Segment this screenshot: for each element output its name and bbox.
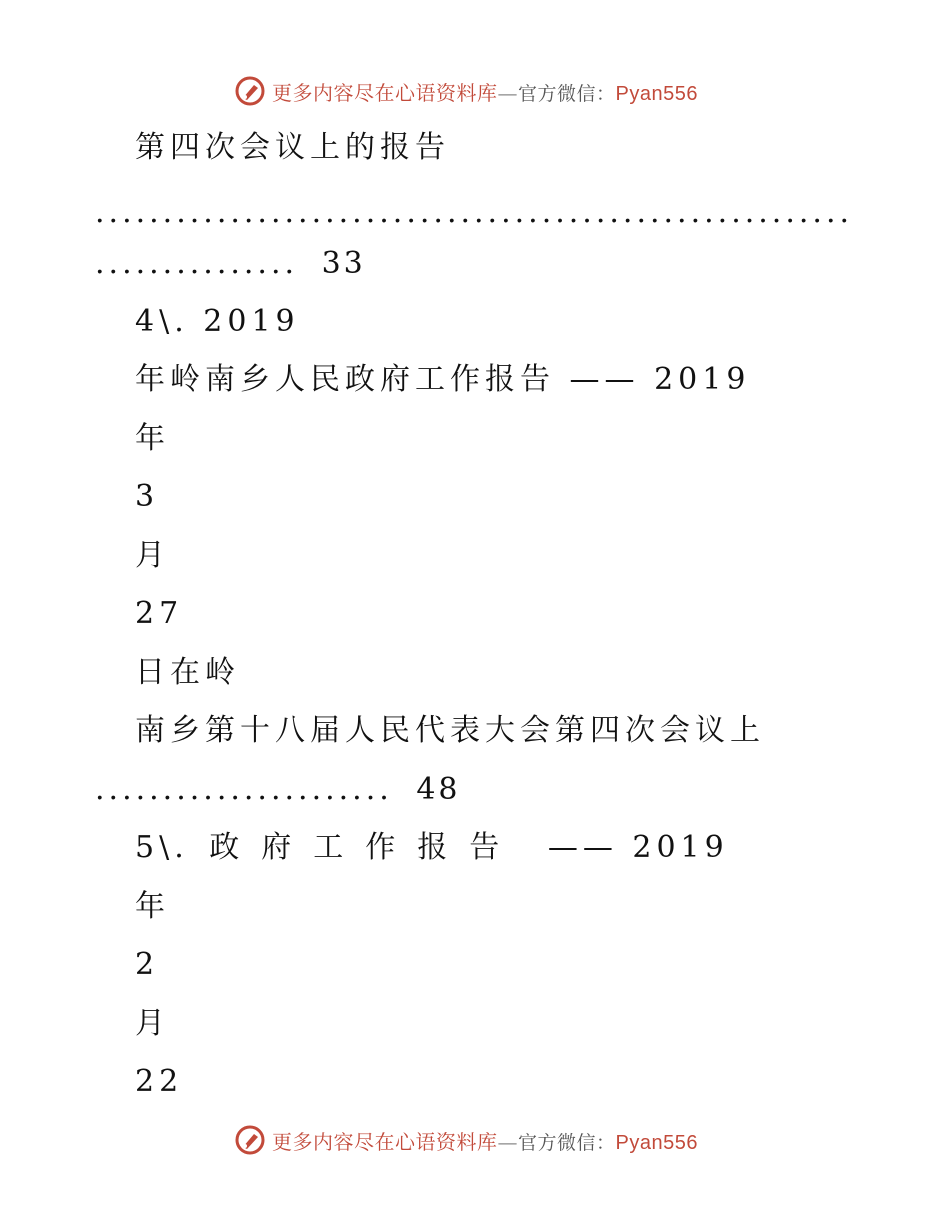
pen-logo-icon xyxy=(234,1124,266,1156)
toc-line-9: 南乡第十八届人民代表大会第四次会议上 xyxy=(135,713,765,748)
leader-dots: ........................................................ xyxy=(95,195,854,230)
watermark-official: 官方微信： xyxy=(518,1132,616,1154)
watermark-wechat-id: Pyan556 xyxy=(615,1132,698,1154)
toc-line-11: 年 xyxy=(135,889,170,924)
pen-logo-icon xyxy=(234,75,266,107)
toc-leader-dots-2 xyxy=(95,246,366,282)
item-title: 政府工作报告 xyxy=(209,830,522,865)
watermark-dash: — xyxy=(497,81,518,105)
toc-line-5: 3 xyxy=(135,479,160,514)
watermark-dash: — xyxy=(497,1130,518,1154)
watermark-wechat-id: Pyan556 xyxy=(615,83,698,105)
toc-line-2: 4\. 2019 xyxy=(135,304,300,339)
watermark-official: 官方微信： xyxy=(518,83,616,105)
toc-line-10 xyxy=(135,830,729,866)
toc-leader-dots-1 xyxy=(95,195,853,231)
toc-leader-dots-3 xyxy=(95,772,461,808)
header-watermark xyxy=(0,71,950,111)
watermark-text: 更多内容尽在心语资料库 xyxy=(272,1130,498,1154)
watermark-text: 更多内容尽在心语资料库 xyxy=(272,81,498,105)
toc-line-14: 22 xyxy=(135,1064,184,1099)
toc-line-12: 2 xyxy=(135,947,160,982)
item-number: 5\. xyxy=(135,830,189,865)
toc-line-8: 日在岭 xyxy=(135,655,240,690)
leader-dots: ...................... xyxy=(95,772,393,807)
leader-dots: ............... xyxy=(95,246,299,281)
footer-watermark xyxy=(0,1120,950,1160)
toc-line-3: 年岭南乡人民政府工作报告 —— 2019 xyxy=(135,362,751,397)
toc-line-4: 年 xyxy=(135,421,170,456)
page-number: 48 xyxy=(416,772,461,807)
item-suffix: —— 2019 xyxy=(547,830,729,865)
toc-line-13: 月 xyxy=(135,1006,170,1041)
toc-line-6: 月 xyxy=(135,538,170,573)
toc-line-1: 第四次会议上的报告 xyxy=(135,130,450,165)
page-number: 33 xyxy=(321,246,366,281)
toc-line-7: 27 xyxy=(135,596,184,631)
